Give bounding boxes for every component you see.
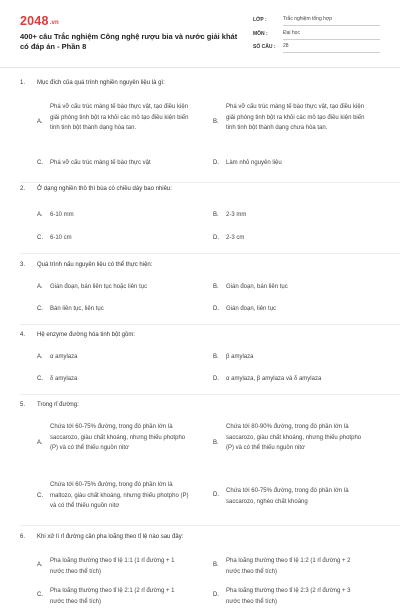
option-d[interactable]: D. 2-3 cm [213, 235, 245, 241]
header-divider [0, 67, 400, 68]
document-meta [253, 14, 380, 55]
question-5 [20, 402, 380, 532]
option-a[interactable]: A. 6-10 mm [37, 212, 74, 218]
option-a[interactable]: A. Pha loãng thường theo tỉ lệ 1:1 (1 rỉ đường + 1 nước theo thể tích) [37, 558, 175, 575]
option-b[interactable]: B. Phá vỡ cấu trúc màng tế bào thực vật, tạo điều kiện giải phóng tinh bột ra khỏi các mô tạo điều kiện biến tinh tinh bột thành dạng chưa hòa tan. [213, 104, 365, 131]
option-d[interactable]: D. Làm nhỏ nguyên liệu [213, 160, 282, 166]
meta-value: Đại học [283, 31, 380, 40]
question-text: 2. Ở dạng nghiền thô thì bùa có chiều dày bao nhiêu: [20, 186, 172, 192]
option-c[interactable]: C. 6-10 cm [37, 235, 72, 241]
option-c[interactable]: C. Phá vỡ cấu trúc màng tế bào thực vật [37, 160, 151, 166]
question-2 [20, 186, 380, 260]
option-b[interactable]: B. 2-3 mm [213, 212, 247, 218]
question-divider [20, 324, 400, 325]
question-divider [20, 525, 400, 526]
option-a[interactable]: A. Phá vỡ cấu trúc màng tế bào thực vật, tạo điều kiện giải phóng tinh bột ra khỏi các mô tạo điều kiện biến tinh tinh bột thành dạng hòa tan. [37, 104, 189, 131]
option-a[interactable]: A. Chứa tới 60-75% đường, trong đó phần lớn là saccarozo, giàu chất khoáng, nhưng thiếu photpho (P) và có thể thiếu nguồn nitơ [37, 424, 186, 451]
option-d[interactable]: D. Pha loãng thường theo tỉ lệ 2:3 (2 rỉ đường + 3 nước theo thể tích) [213, 588, 351, 605]
option-d[interactable]: D. Gián đoạn, liên tục [213, 306, 277, 312]
option-b[interactable]: B. Pha loãng thường theo tỉ lệ 1:2 (1 rỉ đường + 2 nước theo thể tích) [213, 558, 351, 575]
site-logo[interactable]: 2048.vn [20, 14, 59, 28]
question-1 [20, 80, 380, 188]
meta-question-count [253, 41, 380, 55]
meta-subject [253, 28, 380, 42]
meta-label: LỚP : [253, 17, 267, 23]
option-c[interactable]: C. δ amylaza [37, 376, 78, 382]
option-b[interactable]: B. Chứa tới 80-90% đường, trong đó phần lớn là saccarozo, giàu chất khoáng, nhưng thiếu photpho (P) và có thể thiếu nguồn nitơ [213, 424, 362, 451]
meta-value: 28 [283, 44, 380, 53]
option-a[interactable]: A. α amylaza [37, 354, 78, 360]
question-4 [20, 332, 380, 402]
option-c[interactable]: C. Pha loãng thường theo tỉ lệ 2:1 (2 rỉ đường + 1 nước theo thể tích) [37, 588, 175, 605]
question-text: 5. Trong rỉ đường: [20, 402, 79, 408]
question-text: 4. Hệ enzyme đường hóa tinh bột gồm: [20, 332, 136, 338]
option-b[interactable]: B. Gián đoạn, bán liên tục [213, 284, 288, 290]
question-text: 6. Khi xử lí rỉ đường cần pha loãng theo tỉ lệ nào sau đây: [20, 534, 184, 540]
question-text: 1. Mục đích của quá trình nghiền nguyên liệu là gì: [20, 80, 165, 86]
meta-label: SỐ CÂU : [253, 44, 276, 50]
question-divider [20, 253, 400, 254]
question-divider [20, 394, 400, 395]
question-3 [20, 262, 380, 332]
option-c[interactable]: C. Chứa tới 60-75% đường, trong đó phần lớn là maltozo, giàu chất khoáng, nhưng thiếu photpho (P) và có thể thiếu nguồn nitơ [37, 482, 189, 509]
meta-value: Trắc nghiệm tổng hợp [283, 17, 380, 26]
meta-label: MÔN : [253, 30, 268, 37]
meta-class [253, 14, 380, 28]
option-a[interactable]: A. Gián đoạn, bán liên tục hoặc liên tục [37, 284, 148, 290]
document-header [20, 14, 380, 58]
question-text: 3. Quá trình nấu nguyên liệu có thể thực hiện: [20, 262, 153, 268]
document-title: 400+ câu Trắc nghiệm Công nghệ rượu bia và nước giải khát có đáp án - Phần 8 [20, 32, 238, 51]
option-d[interactable]: D. α amylaza, β amylaza và δ amylaza [213, 376, 322, 382]
option-b[interactable]: B. β amylaza [213, 354, 254, 360]
option-c[interactable]: C. Bán liên tục, liên tục [37, 306, 104, 312]
question-6 [20, 534, 380, 605]
question-divider [20, 182, 400, 183]
option-d[interactable]: D. Chứa tới 60-75% đường, trong đó phần lớn là saccarozo, nghèo chất khoáng [213, 488, 349, 505]
